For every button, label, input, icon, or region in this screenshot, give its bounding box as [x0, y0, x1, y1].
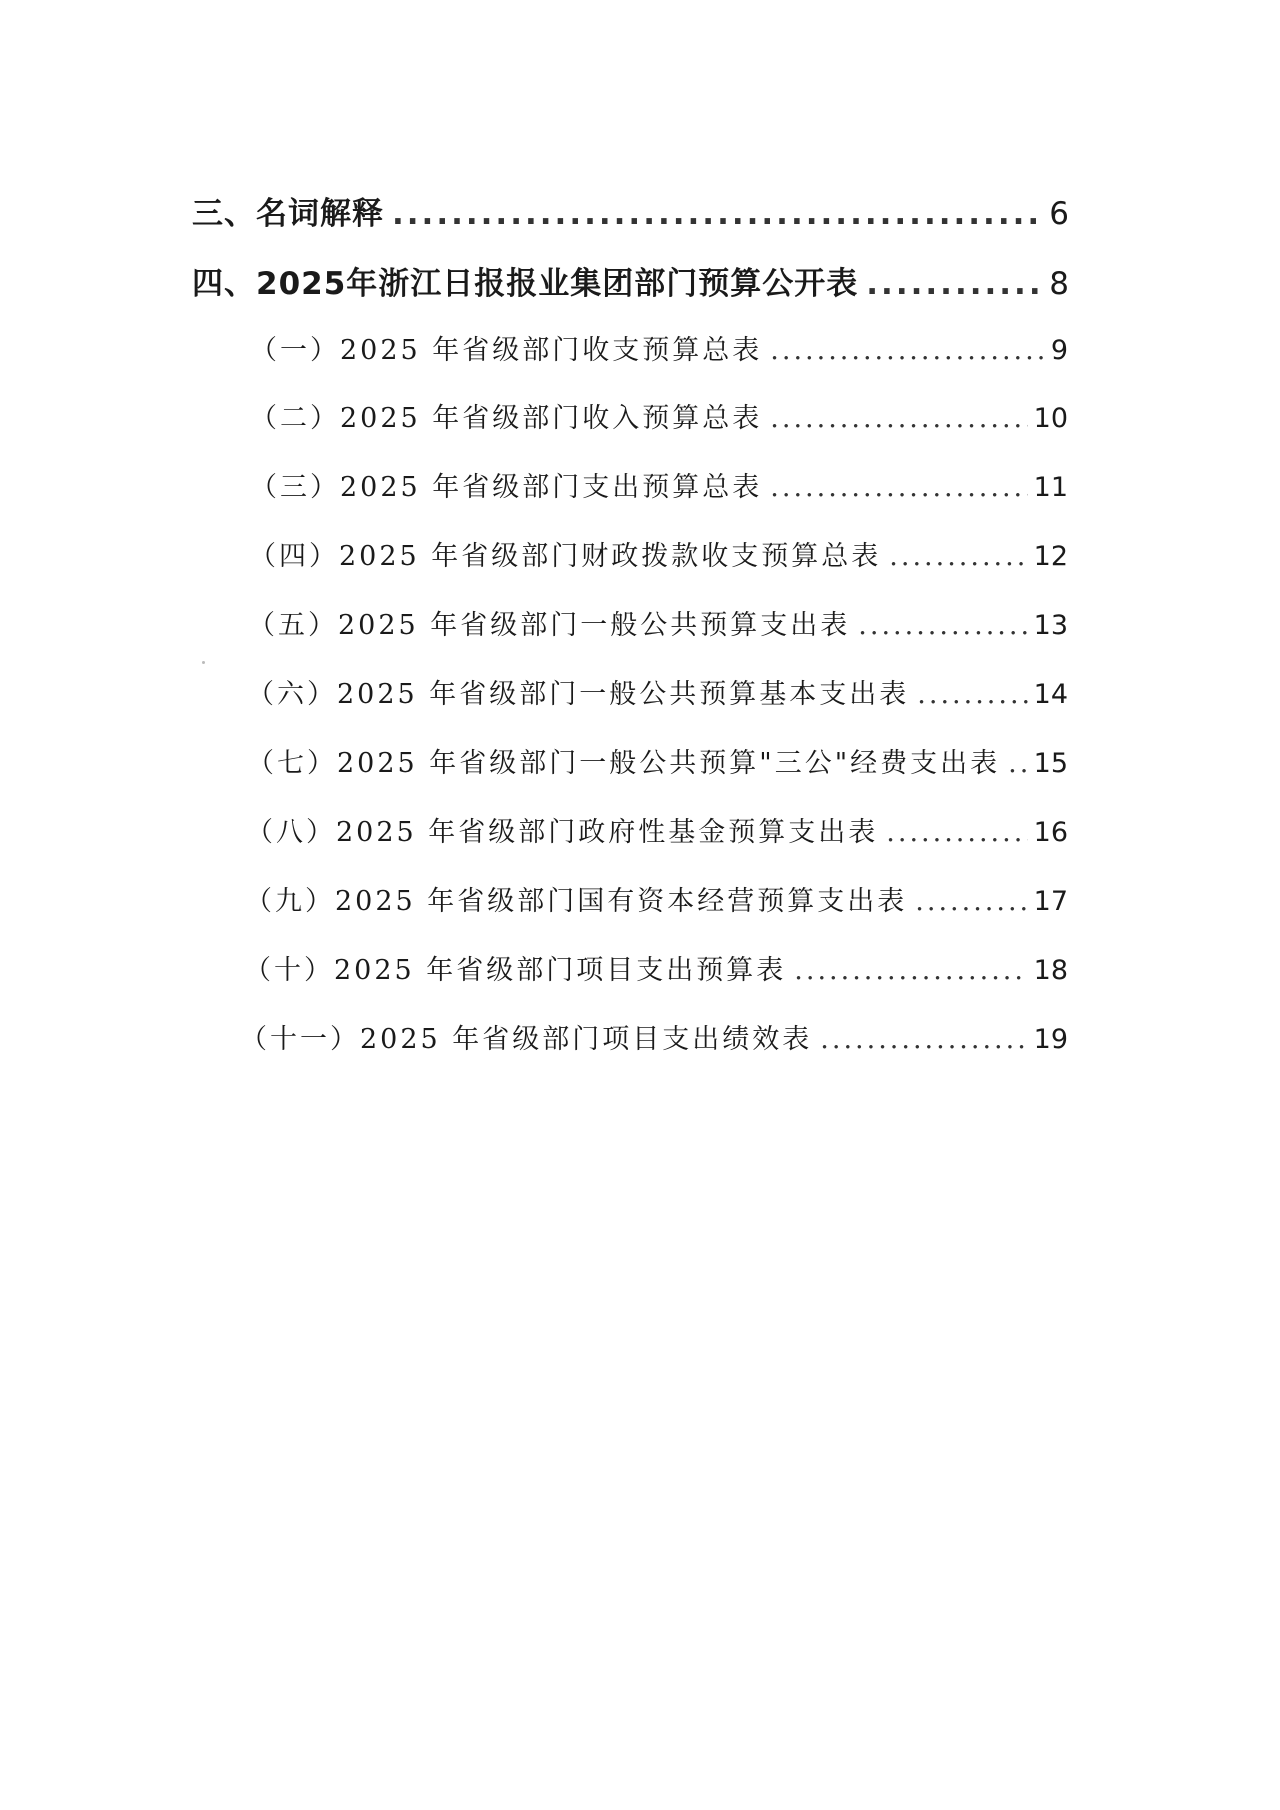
- toc-entry-page: 18: [1033, 955, 1068, 986]
- toc-entry-table-8[interactable]: [246, 810, 1068, 849]
- toc-entry-label: （三）2025 年省级部门支出预算总表: [250, 472, 763, 503]
- toc-entry-budget-tables[interactable]: [192, 258, 1070, 303]
- toc-entry-label: （十一）2025 年省级部门项目支出绩效表: [240, 1024, 813, 1055]
- toc-entry-page: 14: [1033, 679, 1068, 710]
- toc-entry-label: （五）2025 年省级部门一般公共预算支出表: [248, 610, 851, 641]
- dot-leader: [820, 1024, 1027, 1055]
- toc-entry-label: 四、2025年浙江日报报业集团部门预算公开表: [192, 266, 859, 302]
- toc-entry-label: 三、名词解释: [192, 196, 384, 232]
- toc-entry-terms[interactable]: [192, 188, 1070, 233]
- toc-entry-page: 10: [1033, 403, 1068, 434]
- toc-entry-page: 8: [1049, 266, 1070, 302]
- toc-entry-page: 16: [1033, 817, 1068, 848]
- toc-entry-label: （十）2025 年省级部门项目支出预算表: [244, 955, 787, 986]
- toc-entry-table-5[interactable]: [248, 603, 1068, 642]
- dot-leader: [866, 266, 1043, 302]
- toc-entry-page: 6: [1049, 196, 1070, 232]
- dot-leader: [770, 472, 1027, 503]
- dot-leader: [917, 679, 1027, 710]
- toc-entry-label: （二）2025 年省级部门收入预算总表: [250, 403, 763, 434]
- dot-leader: [1008, 748, 1028, 779]
- toc-entry-table-6[interactable]: [247, 672, 1068, 711]
- dot-leader: [392, 196, 1043, 232]
- toc-entry-table-4[interactable]: [249, 534, 1068, 573]
- dot-leader: [886, 817, 1027, 848]
- toc-entry-table-9[interactable]: [245, 879, 1068, 918]
- toc-entry-page: 19: [1033, 1024, 1068, 1055]
- dot-leader: [770, 403, 1027, 434]
- toc-entry-page: 9: [1050, 335, 1068, 366]
- dot-leader: [889, 541, 1027, 572]
- dot-leader: [794, 955, 1027, 986]
- toc-entry-page: 12: [1033, 541, 1068, 572]
- toc-entry-table-1[interactable]: [250, 328, 1068, 367]
- scan-speck: [202, 661, 205, 664]
- toc-entry-label: （一）2025 年省级部门收支预算总表: [250, 335, 763, 366]
- toc-entry-label: （六）2025 年省级部门一般公共预算基本支出表: [247, 679, 910, 710]
- toc-entry-label: （四）2025 年省级部门财政拨款收支预算总表: [249, 541, 882, 572]
- toc-entry-table-7[interactable]: [247, 741, 1068, 780]
- toc-entry-table-2[interactable]: [250, 396, 1068, 435]
- toc-entry-page: 15: [1033, 748, 1068, 779]
- dot-leader: [770, 335, 1045, 366]
- toc-entry-label: （七）2025 年省级部门一般公共预算"三公"经费支出表: [247, 748, 1001, 779]
- toc-entry-label: （九）2025 年省级部门国有资本经营预算支出表: [245, 886, 908, 917]
- dot-leader: [915, 886, 1027, 917]
- toc-entry-label: （八）2025 年省级部门政府性基金预算支出表: [246, 817, 879, 848]
- toc-entry-table-10[interactable]: [244, 948, 1068, 987]
- toc-entry-table-3[interactable]: [250, 465, 1068, 504]
- toc-entry-page: 17: [1033, 886, 1068, 917]
- dot-leader: [858, 610, 1027, 641]
- toc-entry-page: 13: [1033, 610, 1068, 641]
- toc-entry-table-11[interactable]: [240, 1017, 1068, 1056]
- toc-entry-page: 11: [1033, 472, 1068, 503]
